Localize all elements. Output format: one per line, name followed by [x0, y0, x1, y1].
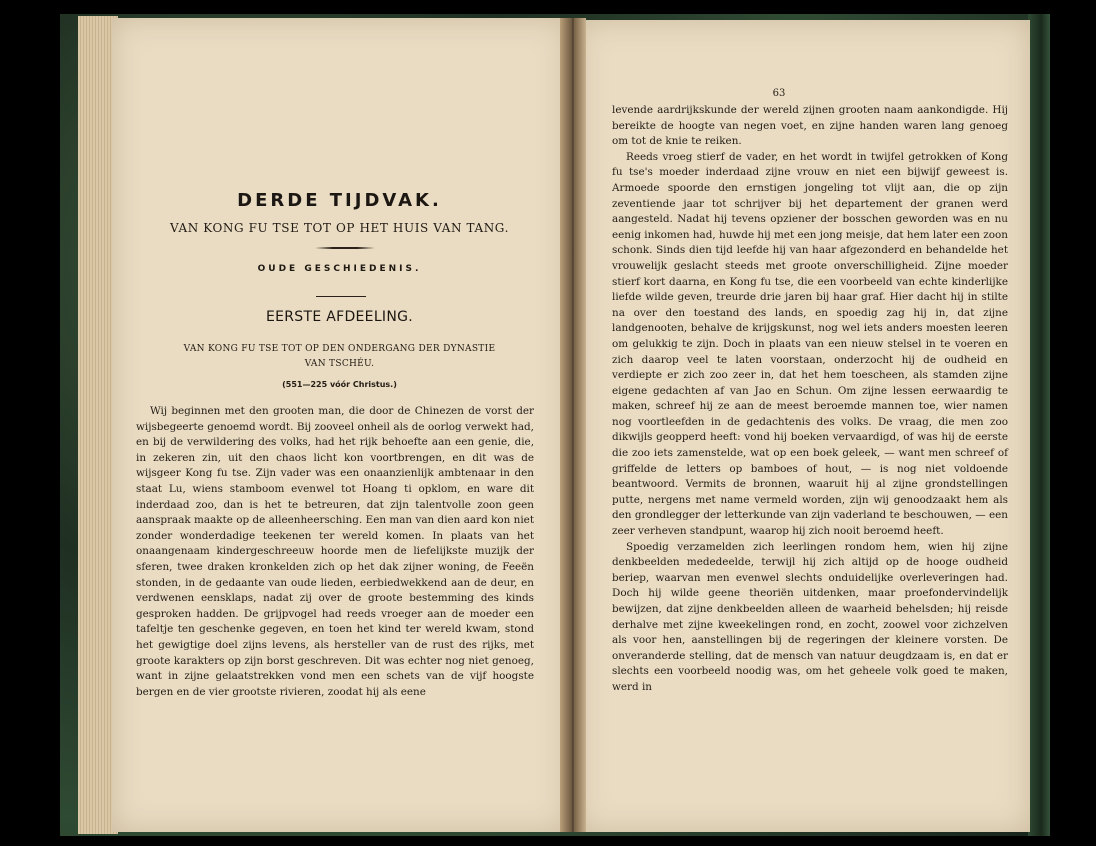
body-paragraph: Reeds vroeg stierf de vader, en het wordt in twijfel getrokken of Kong fu tse's moeder inderdaad zijne vrouw en niet een bijwijf geweest is. Armoede spoorde den ernstigen jongeling tot vlijt aan, die op zijn zeventiende jaar tot schrijver bij het departement der granen werd aangesteld. Nadat hij tevens opziener der bosschen geworden was en nu eenig inkomen had, huwde hij met een jong meisje, dat hem later een zoon schonk. Sinds dien tijd leefde hij van haar afgezonderd en behandelde het vrouwelijk geslacht steeds met groote onverschilligheid. Zijne moeder stierf kort daarna, en Kong fu tse, die een voorbeeld van echte kinderlijke liefde wilde geven, treurde drie jaren bij haar graf. Hier dacht hij in stilte na over den toestand des lands, en spoedig zag hij in, dat zijne landgenooten, behalve de krijgskunst, nog wel iets anders moesten leeren om gelukkig te zijn. Doch in plaats van een nieuw stelsel in te voeren en zich daarop veel te laten voorstaan, onderzocht hij de oudheid en verdiepte er zich zoo zeer in, dat het hem toescheen, als stamden zijne eigene gedachten af van Jao en Schun. Om zijne lessen eerwaardig te maken, schreef hij ze aan de meest beroemde mannen toe, wier namen nog voortleefden in de gedachtenis des volks. De vraag, die men zoo dikwijls geopperd heeft: vond hij boeken vervaardigd, of was hij de eerste die zoo iets zamenstelde, wat op een boek geleek, — want men schreef of griffelde de letters op bamboes of hout, — is nog niet voldoende beantwoord. Vermits de bronnen, waaruit hij al zijne grondstellingen putte, nergens met name vermeld worden, zijn wij genoodzaakt hem als den grondlegger der letterkunde van zijn vaderland te beschouwen, — een zeer verheven standpunt, waarop hij zich nooit beroemd heeft.: [612, 150, 1008, 538]
chapter-dates: (551—225 vóór Christus.): [282, 380, 397, 389]
chapter-subtitle-line1: VAN KONG FU TSE TOT OP DEN ONDERGANG DER DYNASTIE: [183, 344, 496, 354]
period-subtitle: VAN KONG FU TSE TOT OP HET HUIS VAN TANG.: [170, 221, 509, 235]
chapter-title: EERSTE AFDEELING.: [265, 309, 414, 325]
body-paragraph: Wij beginnen met den grooten man, die door de Chinezen de vorst der wijsbegeerte genoemd wordt. Bij zooveel onheil als de oorlog verwekt had, en bij de verwildering des volks, had het rijk behoefte aan een genie, die, in zekeren zin, uit den chaos licht kon voortbrengen, en dit was de wijsgeer Kong fu tse. Zijn vader was een onaanzienlijk ambtenaar in den staat Lu, wiens stamboom evenwel tot Hoang ti opklom, en ware dit inderdaad zoo, dan is het te betreuren, dat zijn talentvolle zoon geen aanspraak maakte op de alleenheersching. Een man van dien aard kon niet zonder wonderdadige teekenen ter wereld komen. In plaats van het onaangenaam kindergeschreeuw hoorde men de liefelijkste muzijk der sferen, twee draken kronkelden zich op het dak zijner woning, de Feeën stonden, in de gedaante van oude lieden, eerbiedwekkend aan de deur, en verdwenen eensklaps, nadat zij over de groote bestemming des kinds gesproken hadden. De grijpvogel had reeds vroeger aan de moeder een tafeltje ten geschenke gegeven, en toen het kind ter wereld kwam, stond het gewigtige doel zijns levens, als hersteller van de rust des rijks, met groote karakters op zijn borst geschreven. Dit was echter nog niet genoeg, want in zijne gelaatstrekken vond men een schets van de vijf hoogste bergen en de vier grootste rivieren, zoodat hij als eene: [136, 405, 534, 698]
section-title: OUDE GESCHIEDENIS.: [257, 264, 422, 274]
left-page-body: [136, 404, 534, 700]
divider-rule: [316, 296, 366, 297]
body-paragraph: Spoedig verzamelden zich leerlingen rondom hem, wien hij zijne denkbeelden mededeelde, terwijl hij zich altijd op de hooge oudheid beriep, waarvan men evenwel slechts onduidelijke overleveringen had. Doch hij wilde geene theoriën uitdenken, maar proefondervindelijk bewijzen, dat zijne denkbeelden alleen de waarheid behelsden; hij reisde derhalve met zijne kweekelingen rond, en zocht, zoowel voor zichzelven als voor hen, aanstellingen bij de regeringen der kleinere vorsten. De onveranderde stelling, dat de mensch van natuur deugdzaam is, en dat er slechts een voorbeeld noodig was, om het geheele volk goed te maken, werd in: [612, 540, 1008, 693]
book-cover-edge: [1028, 14, 1050, 836]
period-title: DERDE TIJDVAK.: [237, 190, 442, 211]
page-number: 63: [772, 88, 786, 99]
ornament-rule: [315, 247, 375, 249]
body-paragraph: levende aardrijkskunde der wereld zijnen grooten naam aankondigde. Hij bereikte de hoogte van negen voet, en zijne handen waren lang genoeg om tot de knie te reiken.: [612, 104, 1008, 148]
book-gutter: [560, 18, 586, 832]
chapter-subtitle: [112, 342, 567, 372]
chapter-subtitle-line2: VAN TSCHÉU.: [304, 359, 375, 369]
right-page-body: [612, 103, 1008, 696]
